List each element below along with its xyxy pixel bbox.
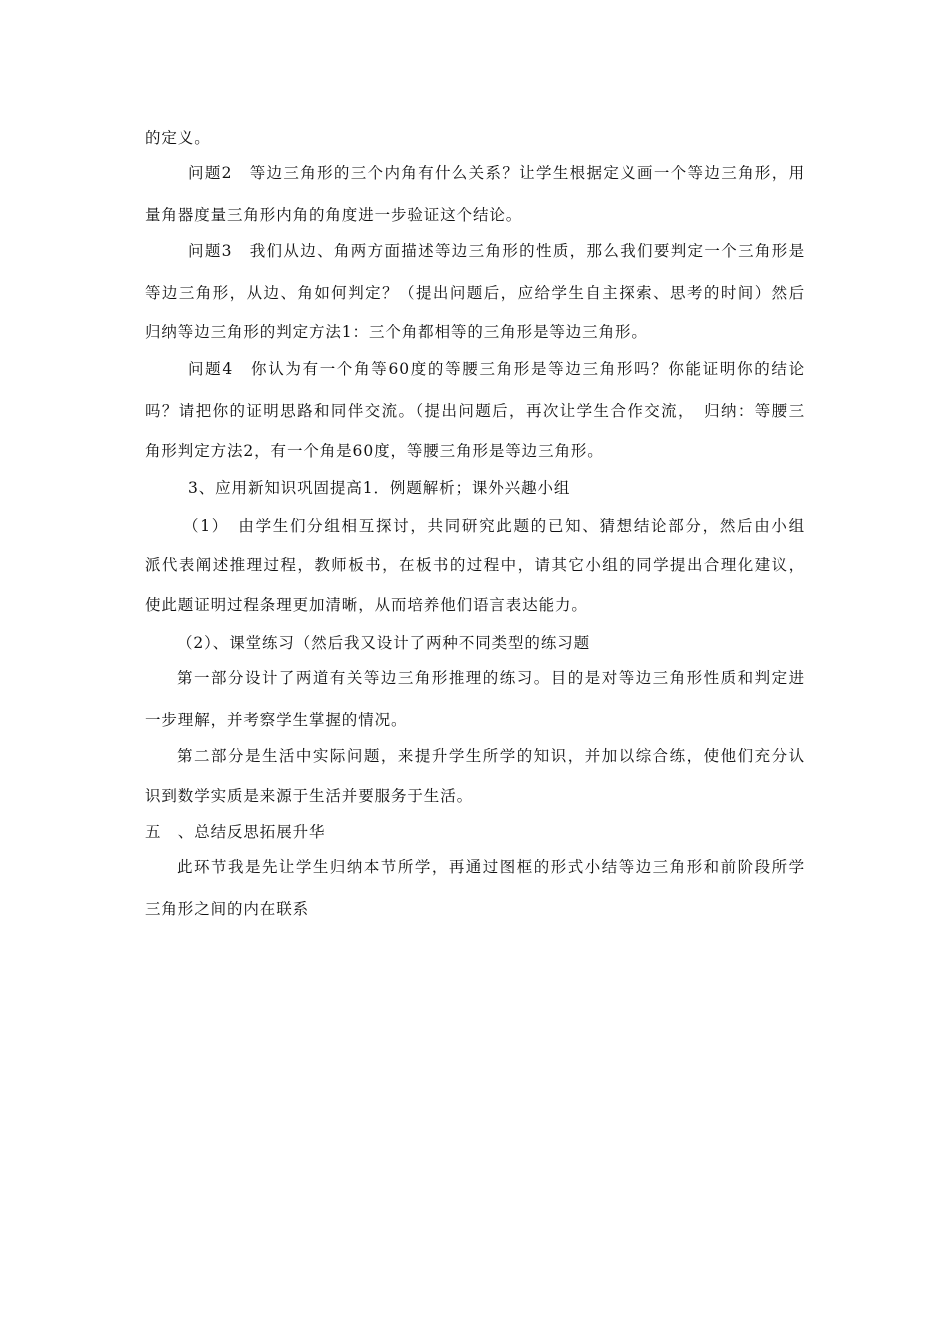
text-line-12: 派代表阐述推理过程，教师板书，在板书的过程中，请其它小组的同学提出合理化建议，: [145, 556, 805, 574]
text-line-15: 第一部分设计了两道有关等边三角形推理的练习。目的是对等边三角形性质和判定进: [177, 669, 805, 687]
text-line-5: 等边三角形，从边、角如何判定？（提出问题后，应给学生自主探索、思考的时间）然后: [145, 284, 805, 302]
text-line-20: 此环节我是先让学生归纳本节所学，再通过图框的形式小结等边三角形和前阶段所学: [177, 858, 805, 876]
text-line-10: 3、应用新知识巩固提高1．例题解析；课外兴趣小组: [188, 479, 571, 497]
text-line-1: 的定义。: [145, 129, 211, 147]
text-line-21: 三角形之间的内在联系: [145, 900, 310, 918]
text-line-17: 第二部分是生活中实际问题，来提升学生所学的知识，并加以综合练，使他们充分认: [177, 747, 805, 765]
text-line-6: 归纳等边三角形的判定方法1：三个角都相等的三角形是等边三角形。: [145, 323, 648, 341]
text-line-2: 问题2 等边三角形的三个内角有什么关系？让学生根据定义画一个等边三角形，用: [188, 164, 805, 182]
text-line-18: 识到数学实质是来源于生活并要服务于生活。: [145, 787, 474, 805]
text-line-9: 角形判定方法2，有一个角是60度，等腰三角形是等边三角形。: [145, 442, 604, 460]
text-line-7: 问题4 你认为有一个角等60度的等腰三角形是等边三角形吗？你能证明你的结论: [188, 360, 805, 378]
text-line-14: （2）、课堂练习（然后我又设计了两种不同类型的练习题: [177, 634, 591, 652]
section-heading: 五 、总结反思拓展升华: [145, 823, 326, 841]
text-line-13: 使此题证明过程条理更加清晰，从而培养他们语言表达能力。: [145, 596, 588, 614]
text-line-3: 量角器度量三角形内角的角度进一步验证这个结论。: [145, 206, 523, 224]
text-line-11: （1） 由学生们分组相互探讨，共同研究此题的已知、猜想结论部分，然后由小组: [183, 517, 805, 535]
text-line-4: 问题3 我们从边、角两方面描述等边三角形的性质，那么我们要判定一个三角形是: [188, 242, 805, 260]
text-line-16: 一步理解，并考察学生掌握的情况。: [145, 711, 408, 729]
text-line-8: 吗？请把你的证明思路和同伴交流。（提出问题后，再次让学生合作交流， 归纳：等腰三: [145, 402, 805, 420]
